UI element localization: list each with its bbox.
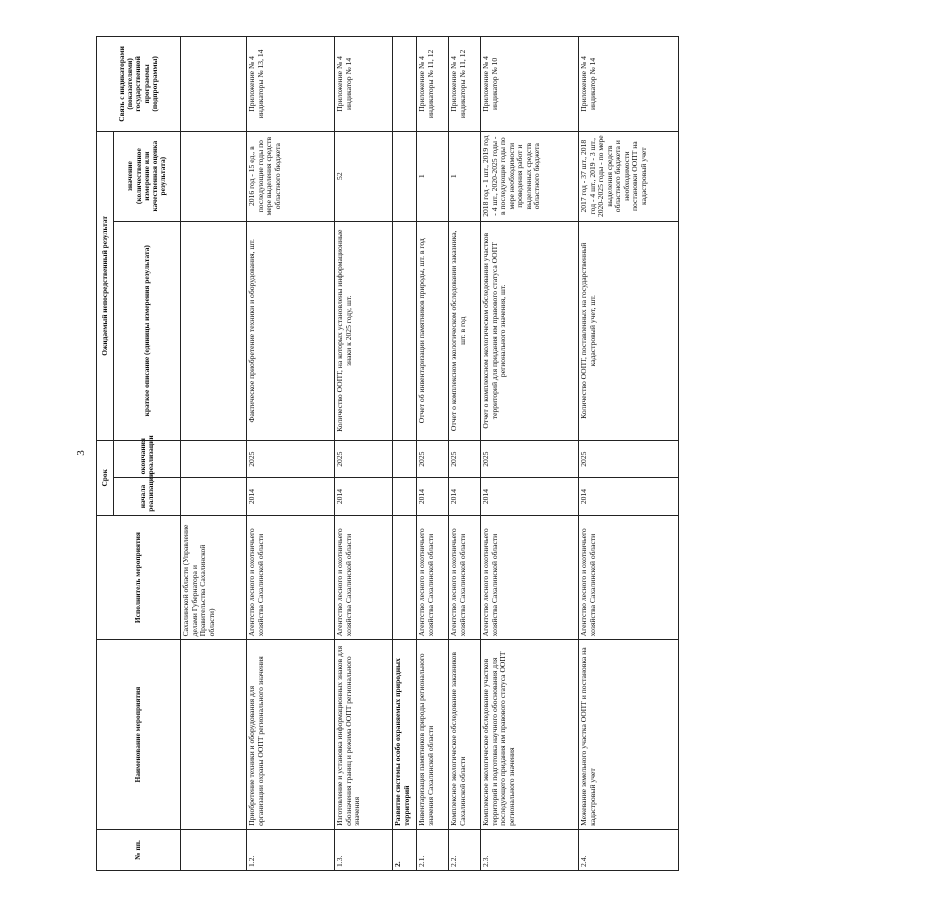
row-link: Приложение № 4 индикаторы № 11, 12 (417, 37, 449, 132)
table-row (481, 37, 579, 871)
row-start: 2014 (481, 478, 579, 515)
header-link: Связь с индикаторами (показателями) государственной программы (подпрограммы) (97, 37, 181, 132)
row-desc: Фактическое приобретение техники и оборудования, шт. (247, 221, 335, 440)
row-start: 2014 (449, 478, 481, 515)
section-title: Развитие системы особо охраняемых природных территорий (393, 640, 417, 829)
row-name: Приобретение техники и оборудования для организации охраны ООПТ регионального значения (247, 640, 335, 829)
header-result-desc: краткое описание (единицы измерения результата) (114, 221, 181, 440)
row-start: 2014 (335, 478, 393, 515)
table-row (449, 37, 481, 871)
row-executor: Агентство лесного и охотничьего хозяйства Сахалинской области (417, 515, 449, 640)
row-value: 52 (335, 131, 393, 221)
row-end: 2025 (335, 440, 393, 477)
row-executor: Агентство лесного и охотничьего хозяйства Сахалинской области (481, 515, 579, 640)
row-name: Инвентаризация памятников природы регионального значения Сахалинской области (417, 640, 449, 829)
row-end (181, 440, 247, 477)
row-executor: Агентство лесного и охотничьего хозяйства Сахалинской области (449, 515, 481, 640)
row-link: Приложение № 4 индикатор № 14 (335, 37, 393, 132)
section-num: 2. (393, 829, 417, 870)
row-name: Комплексное экологическое обследование заказников Сахалинской области (449, 640, 481, 829)
table-sheet (96, 36, 648, 871)
row-value: 1 (417, 131, 449, 221)
row-start: 2014 (417, 478, 449, 515)
row-desc (181, 221, 247, 440)
row-value: 2017 год - 37 шт., 2018 год - 4 шт., 2019 - 3 шт., 2020-2025 годы - по мере выделения средств областного бюджета и необходимости постановки ООПТ на кадастровый учет (579, 131, 679, 221)
section-row (393, 37, 417, 871)
table-row (335, 37, 393, 871)
row-link: Приложение № 4 индикаторы № 13, 14 (247, 37, 335, 132)
row-name: Межевание земельного участка ООПТ и постановка на кадастровый учет (579, 640, 679, 829)
row-end: 2025 (481, 440, 579, 477)
header-result-value: значение (количественное измерение или качественная оценка результата) (114, 131, 181, 221)
row-num: 1.2. (247, 829, 335, 870)
row-end: 2025 (449, 440, 481, 477)
row-desc: Количество ООПТ, поставленных на государственный кадастровый учет, шт. (579, 221, 679, 440)
row-name: Изготовление и установка информационных знаков для обозначения границ и режима ООПТ регионального значения (335, 640, 393, 829)
header-executor: Исполнитель мероприятия (97, 515, 181, 640)
row-value (181, 131, 247, 221)
table-row (181, 37, 247, 871)
row-link: Приложение № 4 индикатор № 10 (481, 37, 579, 132)
row-end: 2025 (247, 440, 335, 477)
row-num: 2.4. (579, 829, 679, 870)
row-start: 2014 (579, 478, 679, 515)
row-link: Приложение № 4 индикатор № 14 (579, 37, 679, 132)
row-num: 1.3. (335, 829, 393, 870)
row-num: 2.2. (449, 829, 481, 870)
header-num: № пп. (97, 829, 181, 870)
rotated-table-area (96, 36, 931, 867)
row-num: 2.3. (481, 829, 579, 870)
row-executor: Агентство лесного и охотничьего хозяйства Сахалинской области (335, 515, 393, 640)
row-end: 2025 (579, 440, 679, 477)
row-value: 2018 год - 1 шт., 2019 год - 4 шт., 2020-2025 годы - в последующие годы по мере необходимости проведения работ и выделенных средств областного бюджета (481, 131, 579, 221)
row-num: 2.1. (417, 829, 449, 870)
row-name: Комплексное экологическое обследование участков территорий и подготовка научного обоснования для последующего придания им правового статуса ООПТ регионального значения (481, 640, 579, 829)
table-row (417, 37, 449, 871)
row-link: Приложение № 4 индикаторы № 11, 12 (449, 37, 481, 132)
header-term: Срок (97, 440, 114, 515)
activities-table (96, 36, 679, 871)
table-row (247, 37, 335, 871)
row-desc: Отчет о комплексном экологическом обследовании участков территорий для придания им правового статуса ООПТ регионального значения, шт. (481, 221, 579, 440)
row-link (181, 37, 247, 132)
row-executor: Агентство лесного и охотничьего хозяйства Сахалинской области (579, 515, 679, 640)
row-desc: Количество ООПТ, на которых установлены информационные знаки к 2025 году, шт. (335, 221, 393, 440)
row-start (181, 478, 247, 515)
row-executor: Агентство лесного и охотничьего хозяйства Сахалинской области (247, 515, 335, 640)
header-term-end: окончания реализации (114, 440, 181, 477)
row-num (181, 829, 247, 870)
row-desc: Отчет об инвентаризации памятников природы, шт. в год (417, 221, 449, 440)
row-value: 2016 год - 15 ед., в последующие годы по мере выделения средств областного бюджета (247, 131, 335, 221)
table-row (579, 37, 679, 871)
row-end: 2025 (417, 440, 449, 477)
row-value: 1 (449, 131, 481, 221)
row-desc: Отчет о комплексном экологическом обследовании заказника, шт. в год (449, 221, 481, 440)
page-number: 3 (74, 450, 87, 456)
header-name: Наименование мероприятия (97, 640, 181, 829)
header-term-start: начала реализации (114, 478, 181, 515)
row-start: 2014 (247, 478, 335, 515)
row-name (181, 640, 247, 829)
row-executor: Сахалинской области (Управление делами Губернатора и Правительства Сахалинской области) (181, 515, 247, 640)
header-result: Ожидаемый непосредственный результат (97, 131, 114, 440)
